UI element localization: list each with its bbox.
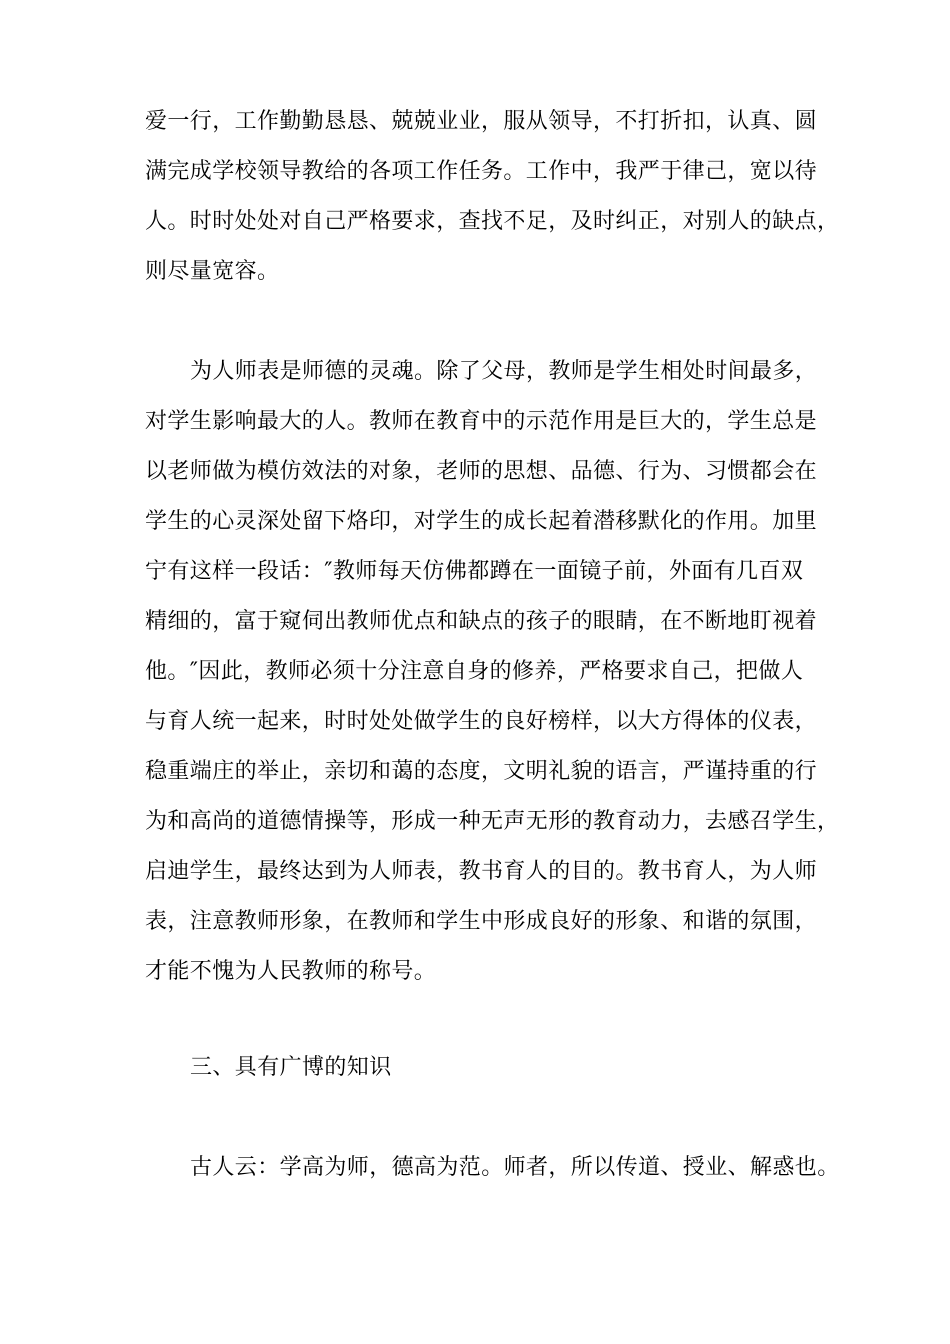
section-heading-text: 三、具有广博的知识 xyxy=(190,1055,392,1080)
paragraph-line: 满完成学校领导教给的各项工作任务。工作中，我严于律己，宽以待 xyxy=(145,159,818,184)
paragraph-3 xyxy=(145,1143,840,1193)
paragraph-line: 稳重端庄的举止，亲切和蔼的态度，文明礼貌的语言，严谨持重的行 xyxy=(145,759,818,784)
paragraph-line: 才能不愧为人民教师的称号。 xyxy=(145,959,437,984)
paragraph-line: 他。″因此，教师必须十分注意自身的修养，严格要求自己，把做人 xyxy=(145,659,804,684)
paragraph-line: 人。时时处处对自己严格要求，查找不足，及时纠正，对别人的缺点， xyxy=(145,209,840,234)
paragraph-line: 启迪学生，最终达到为人师表，教书育人的目的。教书育人，为人师 xyxy=(145,859,818,884)
paragraph-line: 以老师做为模仿效法的对象，老师的思想、品德、行为、习惯都会在 xyxy=(145,459,818,484)
paragraph-line: 为和高尚的道德情操等，形成一种无声无形的教育动力，去感召学生， xyxy=(145,809,840,834)
paragraph-line: 宁有这样一段话：″教师每天仿佛都蹲在一面镜子前，外面有几百双 xyxy=(145,559,804,584)
paragraph-1 xyxy=(145,97,840,297)
paragraph-2 xyxy=(145,347,840,997)
paragraph-line: 学生的心灵深处留下烙印，对学生的成长起着潜移默化的作用。加里 xyxy=(145,509,818,534)
paragraph-line: 精细的，富于窥伺出教师优点和缺点的孩子的眼睛，在不断地盯视着 xyxy=(145,609,818,634)
paragraph-line: 则尽量宽容。 xyxy=(145,259,280,284)
paragraph-line: 与育人统一起来，时时处处做学生的良好榜样，以大方得体的仪表， xyxy=(145,709,818,734)
paragraph-line: 对学生影响最大的人。教师在教育中的示范作用是巨大的，学生总是 xyxy=(145,409,818,434)
paragraph-line: 表，注意教师形象，在教师和学生中形成良好的形象、和谐的氛围， xyxy=(145,909,818,934)
paragraph-line: 爱一行，工作勤勤恳恳、兢兢业业，服从领导，不打折扣，认真、圆 xyxy=(145,109,818,134)
paragraph-line: 古人云：学高为师，德高为范。师者，所以传道、授业、解惑也。 xyxy=(190,1155,840,1180)
paragraph-line: 为人师表是师德的灵魂。除了父母，教师是学生相处时间最多， xyxy=(190,359,818,384)
section-heading xyxy=(145,1043,825,1093)
